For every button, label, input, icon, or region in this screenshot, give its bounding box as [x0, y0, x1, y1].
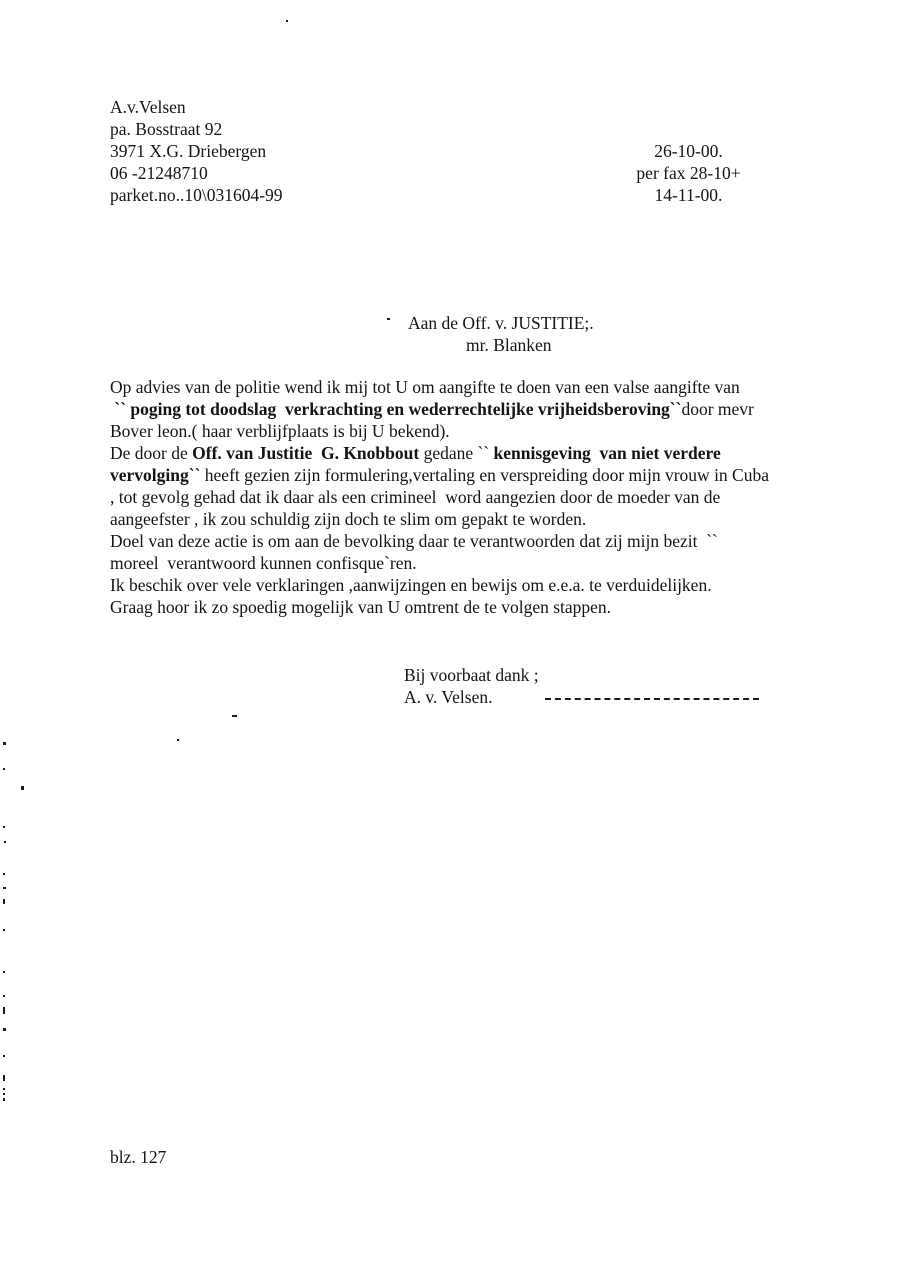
body-text: Doel van deze actie is om aan de bevolking daar te verantwoorden dat zij mijn bezit ``: [110, 531, 718, 551]
scan-speck: [3, 995, 5, 997]
closing-thanks: Bij voorbaat dank ;: [404, 665, 539, 685]
scan-speck: [3, 1088, 5, 1090]
scan-speck: [3, 1098, 5, 1101]
body-line: [110, 552, 822, 574]
body-text: moreel verantwoord kunnen confisque`ren.: [110, 553, 417, 573]
scan-speck: [3, 1055, 5, 1057]
scan-speck: [3, 1028, 6, 1031]
date-block: [606, 140, 771, 206]
scan-speck: [3, 1007, 5, 1014]
signature-dash-line: [545, 698, 759, 700]
scan-speck: [286, 20, 288, 22]
letter-body: [110, 376, 822, 618]
sender-street: pa. Bosstraat 92: [110, 119, 223, 139]
closing-signature-name: A. v. Velsen.: [404, 687, 493, 707]
body-text: De door de: [110, 443, 193, 463]
fax-date-line: per fax 28-10+: [636, 163, 741, 183]
body-line: [110, 574, 822, 596]
scan-speck: [3, 742, 6, 745]
body-line: [110, 376, 822, 398]
scan-speck: [3, 1075, 5, 1081]
body-text: , tot gevolg gehad dat ik daar als een crimineel word aangezien door de moeder van de: [110, 487, 721, 507]
recipient-line: Aan de Off. v. JUSTITIE;.: [408, 313, 594, 333]
page-number: blz. 127: [110, 1147, 167, 1167]
date-line-2: 14-11-00.: [654, 185, 723, 205]
scan-speck: [177, 739, 179, 741]
body-text: Graag hoor ik zo spoedig mogelijk van U omtrent de te volgen stappen.: [110, 597, 612, 617]
body-text: gedane ``: [419, 443, 494, 463]
body-line: [110, 486, 822, 508]
body-text-bold: kennisgeving van niet verdere: [493, 443, 721, 463]
body-text-bold: vervolging``: [110, 465, 201, 485]
body-line: [110, 596, 822, 618]
body-line: [110, 530, 822, 552]
body-text: Bover leon.( haar verblijfplaats is bij U bekend).: [110, 421, 450, 441]
date-line-1: 26-10-00.: [654, 141, 723, 161]
sender-phone: 06 -21248710: [110, 163, 208, 183]
closing-block: [404, 664, 539, 708]
scan-speck: [3, 826, 5, 828]
body-line: [110, 464, 822, 486]
scan-speck: [3, 887, 6, 889]
body-text: Op advies van de politie wend ik mij tot U om aangifte te doen van een valse aangifte van: [110, 377, 740, 397]
body-line: [110, 442, 822, 464]
sender-city: 3971 X.G. Driebergen: [110, 141, 267, 161]
body-line: [110, 508, 822, 530]
scan-speck: [21, 786, 24, 790]
body-text: heeft gezien zijn formulering,vertaling en verspreiding door mijn vrouw in Cuba: [200, 465, 769, 485]
body-text: Ik beschik over vele verklaringen ,aanwijzingen en bewijs om e.e.a. te verduidelijken.: [110, 575, 712, 595]
body-line: [110, 420, 822, 442]
body-text-bold: Off. van Justitie G. Knobbout: [192, 443, 420, 463]
scan-speck: [387, 318, 390, 320]
parket-number: parket.no..10\031604-99: [110, 185, 283, 205]
scan-speck: [232, 715, 237, 717]
scan-speck: [3, 768, 5, 770]
recipient-attn: mr. Blanken: [466, 335, 552, 355]
body-text: door mevr: [681, 399, 754, 419]
scan-speck: [3, 873, 5, 875]
scan-speck: [4, 841, 6, 843]
scan-speck: [3, 899, 5, 904]
sender-name: A.v.Velsen: [110, 97, 186, 117]
body-text: aangeefster , ik zou schuldig zijn doch te slim om gepakt te worden.: [110, 509, 587, 529]
scan-speck: [3, 929, 5, 931]
scan-speck: [3, 1093, 5, 1095]
scan-speck: [3, 971, 5, 973]
recipient-block: [408, 312, 594, 356]
sender-address-block: [110, 96, 283, 206]
body-text-bold: `` poging tot doodslag verkrachting en wederrechtelijke vrijheidsberoving``: [110, 399, 682, 419]
body-line: [110, 398, 822, 420]
